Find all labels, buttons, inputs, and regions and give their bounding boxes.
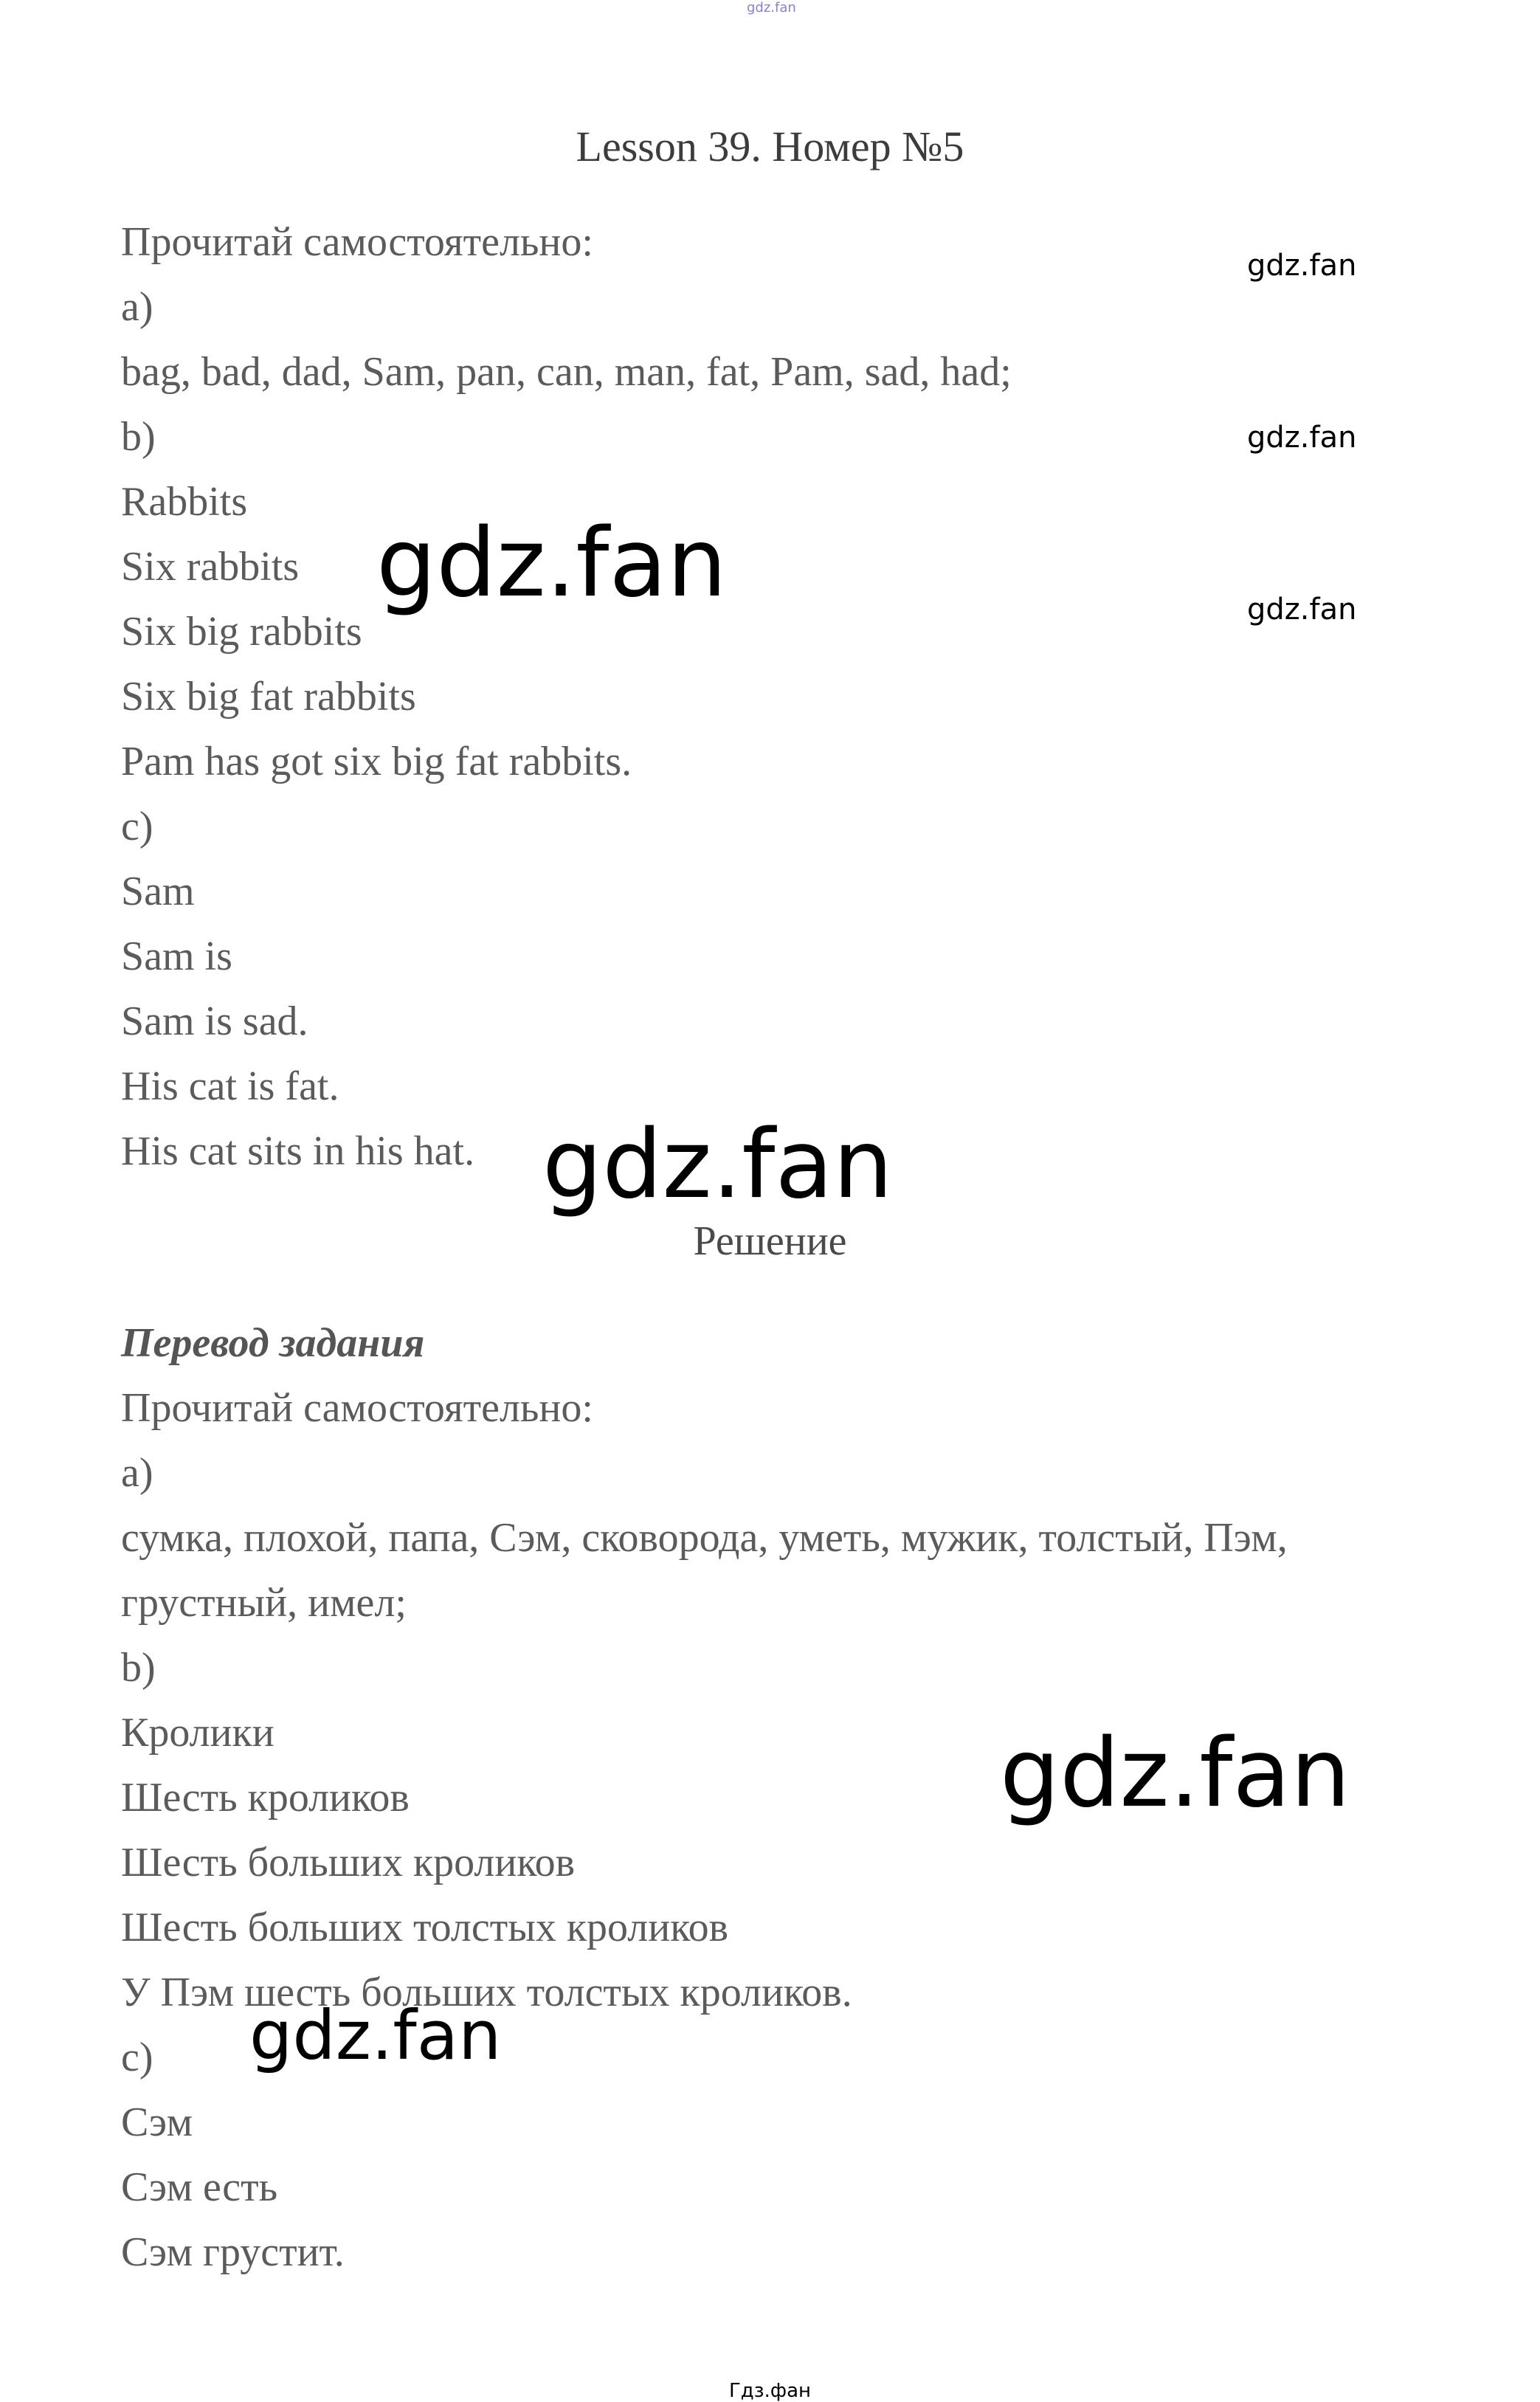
watermark: gdz.fan: [1000, 1719, 1350, 1829]
footer-mark: Гдз.фан: [728, 2380, 812, 2402]
solution-c-line: Сэм: [121, 2099, 193, 2145]
watermark: gdz.fan: [1247, 593, 1357, 627]
task-c-line: His cat is fat.: [121, 1063, 339, 1109]
solution-c-label: c): [121, 2035, 153, 2080]
task-a-text: bag, bad, dad, Sam, pan, can, man, fat, Pam, sad, had;: [121, 349, 1012, 395]
task-b-line: Pam has got six big fat rabbits.: [121, 739, 632, 784]
task-c-line: Sam is sad.: [121, 998, 308, 1044]
page-title: Lesson 39. Номер №5: [576, 122, 964, 170]
task-b-line: Six big rabbits: [121, 609, 362, 655]
task-b-line: Rabbits: [121, 479, 248, 525]
task-c-label: c): [121, 804, 153, 849]
watermark: gdz.fan: [1247, 421, 1357, 455]
task-b-line: Six rabbits: [121, 544, 300, 590]
solution-a-text-cont: грустный, имел;: [121, 1580, 407, 1626]
solution-c-line: Сэм есть: [121, 2164, 278, 2210]
task-a-label: a): [121, 284, 153, 330]
task-b-label: b): [121, 414, 156, 460]
task-c-line: Sam is: [121, 933, 232, 979]
solution-b-line: У Пэм шесть больших толстых кроликов.: [121, 1970, 852, 2015]
task-c-line: Sam: [121, 869, 195, 914]
solution-c-line: Сэм грустит.: [121, 2229, 345, 2275]
solution-b-line: Шесть больших кроликов: [121, 1840, 576, 1885]
task-intro: Прочитай самостоятельно:: [121, 219, 593, 265]
tiny-watermark: gdz.fan: [747, 0, 796, 15]
watermark: gdz.fan: [376, 508, 727, 618]
solution-a-label: a): [121, 1450, 153, 1496]
watermark: gdz.fan: [542, 1110, 893, 1220]
task-b-line: Six big fat rabbits: [121, 674, 416, 719]
solution-heading: Перевод задания: [121, 1320, 425, 1366]
solution-b-label: b): [121, 1645, 156, 1691]
task-c-line: His cat sits in his hat.: [121, 1128, 475, 1174]
solution-intro: Прочитай самостоятельно:: [121, 1385, 593, 1431]
solution-a-text: сумка, плохой, папа, Сэм, сковорода, уметь, мужик, толстый, Пэм,: [121, 1515, 1288, 1561]
solution-b-line: Кролики: [121, 1710, 274, 1756]
solution-label: Решение: [693, 1218, 847, 1264]
solution-b-line: Шесть кроликов: [121, 1775, 410, 1821]
watermark: gdz.fan: [1247, 249, 1357, 283]
solution-b-line: Шесть больших толстых кроликов: [121, 1905, 729, 1950]
watermark: gdz.fan: [249, 1996, 502, 2075]
